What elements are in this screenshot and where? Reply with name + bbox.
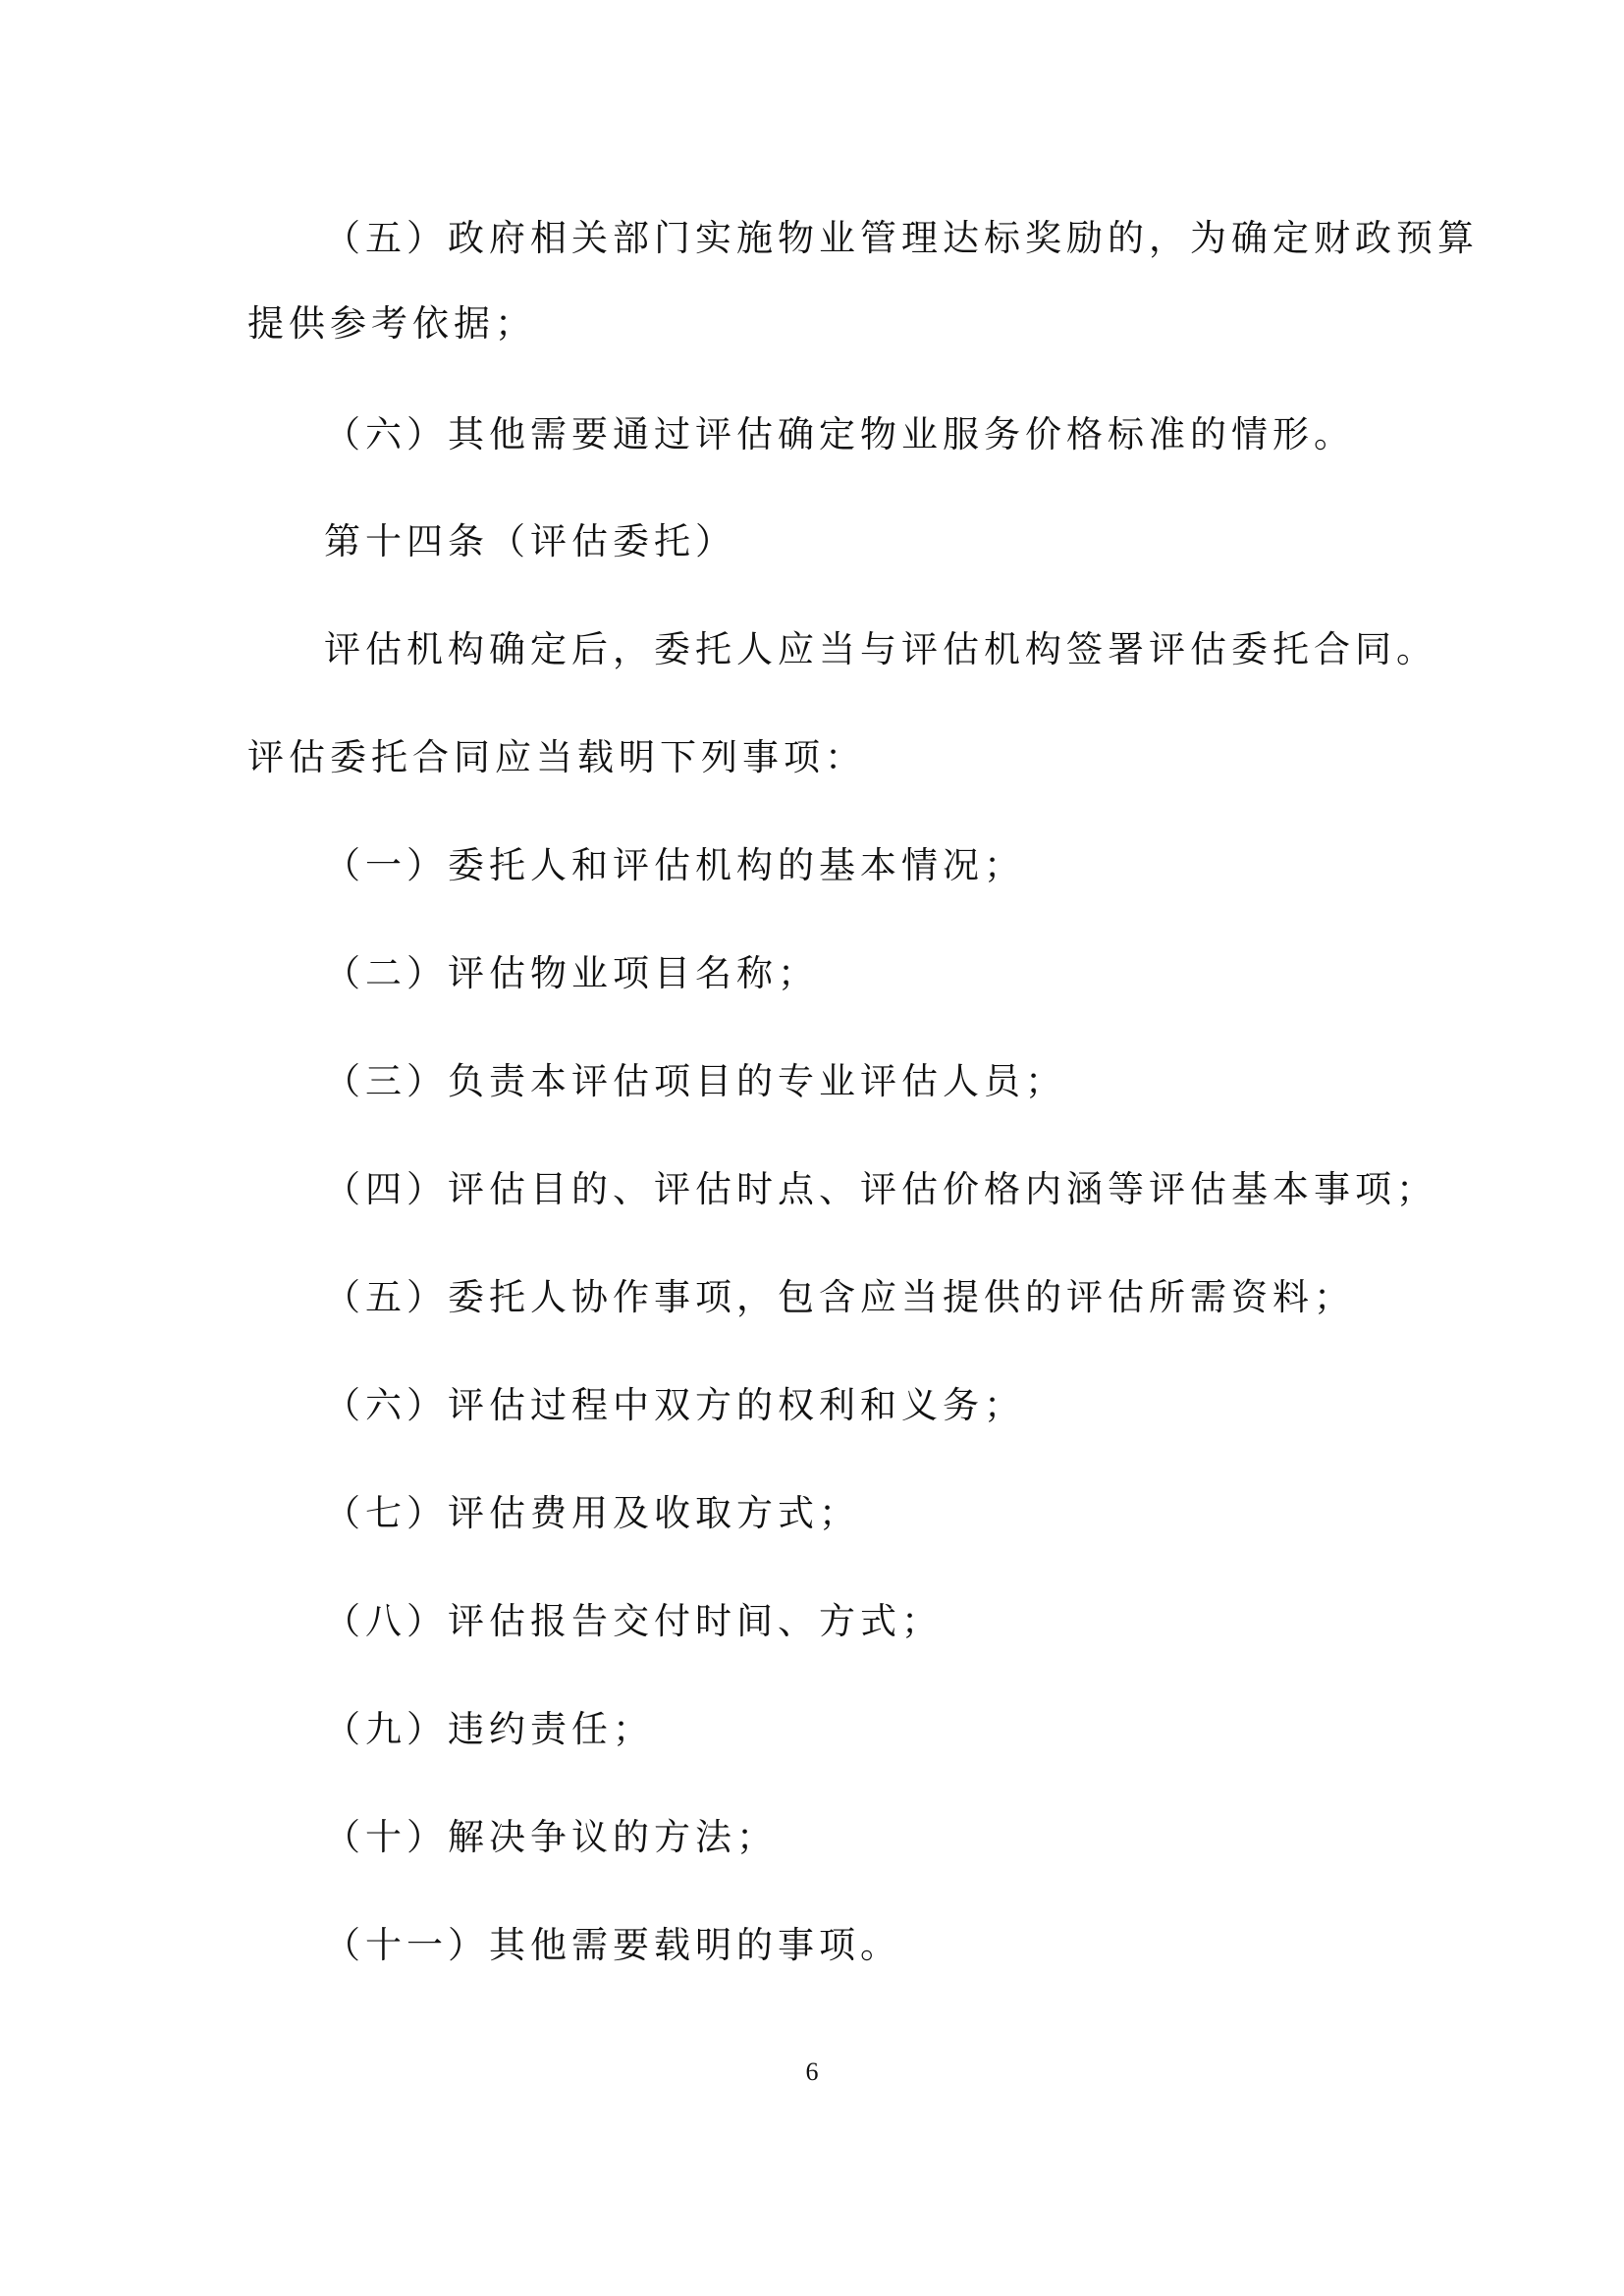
page-number: 6 [805, 2057, 819, 2086]
list-item: （五）委托人协作事项，包含应当提供的评估所需资料； [324, 1276, 1355, 1318]
paragraph-line: （五）政府相关部门实施物业管理达标奖励的，为确定财政预算 [324, 217, 1479, 259]
article-heading: 第十四条（评估委托） [324, 520, 736, 562]
list-item: （二）评估物业项目名称； [324, 952, 819, 994]
list-item: （十）解决争议的方法； [324, 1816, 778, 1858]
paragraph-line: 评估委托合同应当载明下列事项： [247, 736, 866, 778]
list-item: （六）评估过程中双方的权利和义务； [324, 1384, 1025, 1426]
list-item: （三）负责本评估项目的专业评估人员； [324, 1060, 1066, 1102]
list-item: （八）评估报告交付时间、方式； [324, 1600, 943, 1642]
paragraph-line: （六）其他需要通过评估确定物业服务价格标准的情形。 [324, 413, 1355, 455]
list-item: （一）委托人和评估机构的基本情况； [324, 844, 1025, 886]
list-item: （七）评估费用及收取方式； [324, 1492, 860, 1534]
list-item: （九）违约责任； [324, 1708, 654, 1750]
paragraph-line: 评估机构确定后，委托人应当与评估机构签署评估委托合同。 [324, 628, 1437, 670]
paragraph-line: 提供参考依据； [247, 302, 536, 345]
list-item: （四）评估目的、评估时点、评估价格内涵等评估基本事项； [324, 1168, 1437, 1210]
list-item: （十一）其他需要载明的事项。 [324, 1924, 901, 1966]
